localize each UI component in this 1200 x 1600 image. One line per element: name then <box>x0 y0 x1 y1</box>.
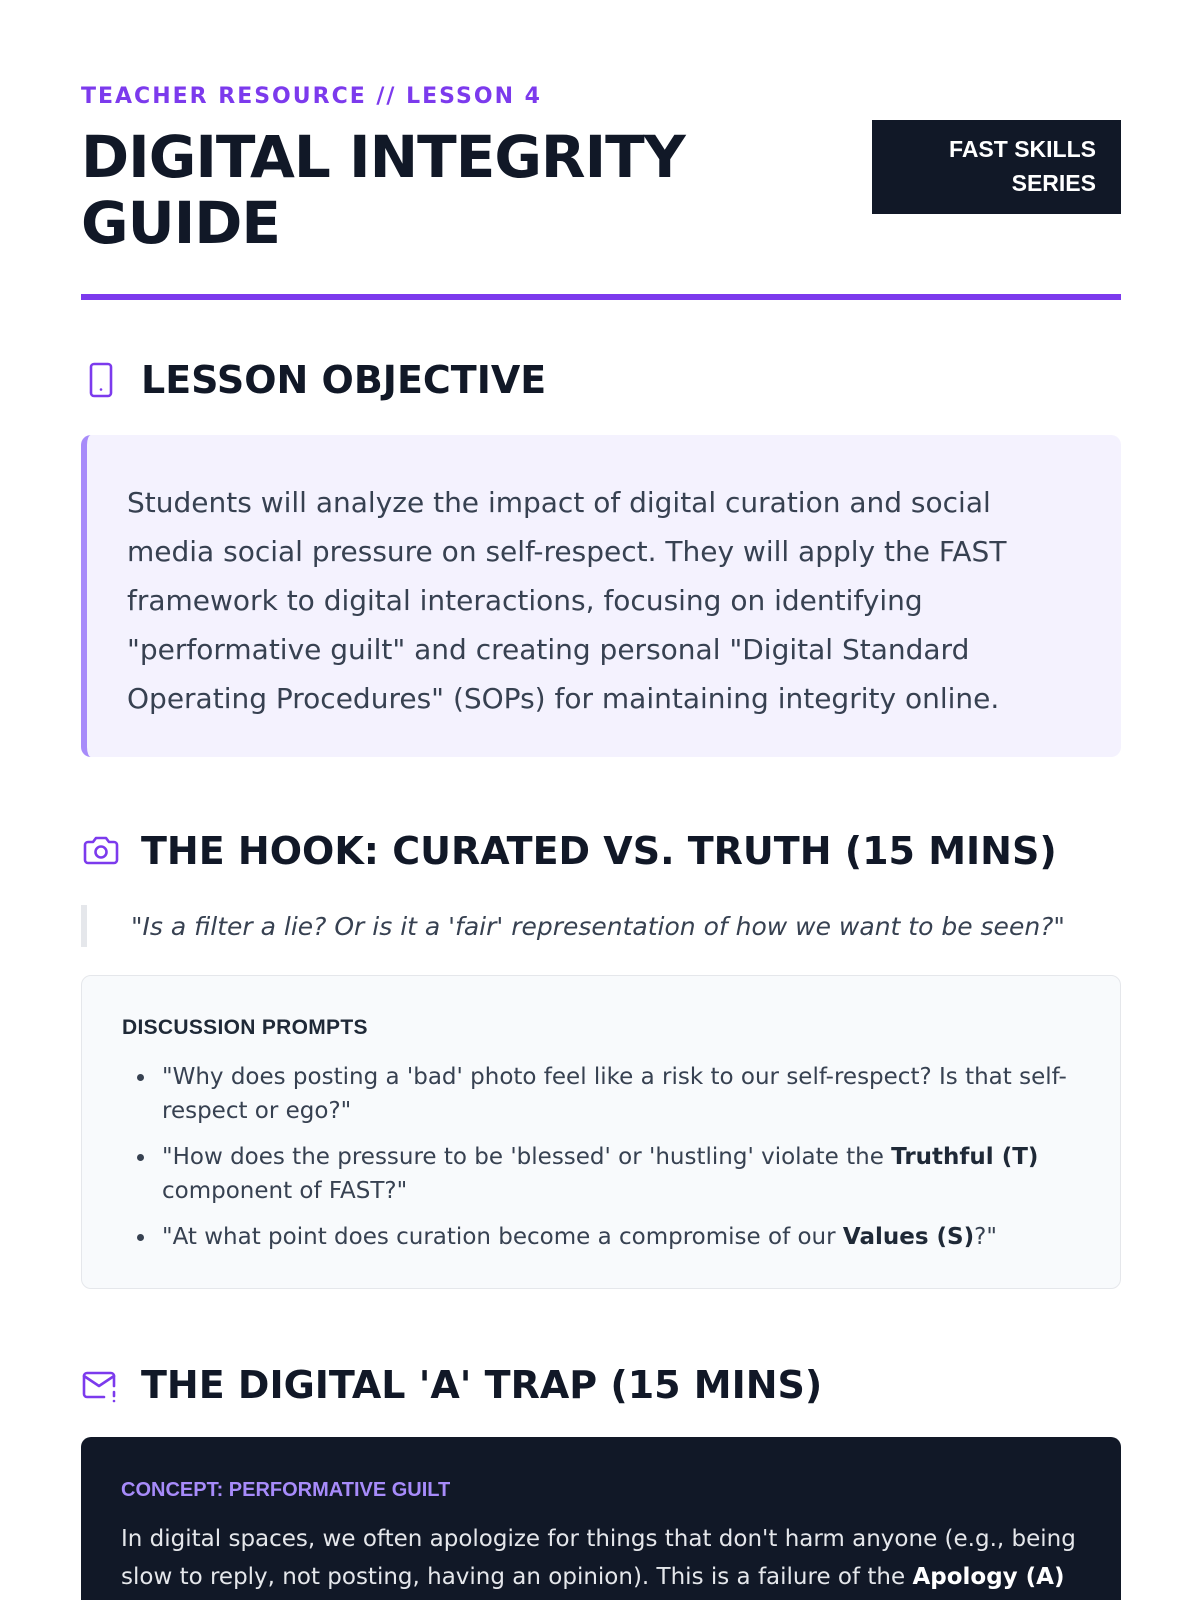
discussion-prompts-card <box>81 975 1121 1289</box>
trap-heading <box>81 1361 822 1409</box>
mail-alert-icon <box>81 1365 121 1405</box>
tablet-icon <box>81 360 121 400</box>
trap-heading-text: THE DIGITAL 'A' TRAP (15 MINS) <box>141 1363 823 1407</box>
objective-heading-text: LESSON OBJECTIVE <box>141 358 547 402</box>
list-item: "How does the pressure to be 'blessed' or 'hustling' violate the Truthful (T) component of FAST?" <box>122 1140 1080 1208</box>
concept-card <box>81 1437 1121 1600</box>
discussion-prompts-list <box>122 1060 1080 1254</box>
series-badge <box>872 120 1121 214</box>
hook-quote-text: "Is a filter a lie? Or is it a 'fair' representation of how we want to be seen?" <box>131 911 1065 941</box>
hook-heading-text: THE HOOK: CURATED VS. TRUTH (15 MINS) <box>141 829 1057 873</box>
series-badge-line2: SERIES <box>1011 170 1096 196</box>
list-item: "Why does posting a 'bad' photo feel like a risk to our self-respect? Is that self-respect or ego?" <box>122 1060 1080 1128</box>
list-item: "At what point does curation become a compromise of our Values (S)?" <box>122 1220 1080 1254</box>
series-badge-line1: FAST SKILLS <box>949 136 1096 162</box>
hook-heading <box>81 827 1057 875</box>
discussion-prompts-title: DISCUSSION PROMPTS <box>122 1016 368 1039</box>
objective-callout <box>81 435 1121 757</box>
eyebrow-label: TEACHER RESOURCE // LESSON 4 <box>81 84 542 109</box>
concept-label: CONCEPT: PERFORMATIVE GUILT <box>121 1479 451 1501</box>
header-divider <box>81 294 1121 300</box>
hook-quote <box>81 905 1121 947</box>
concept-text: In digital spaces, we often apologize for things that don't harm anyone (e.g., being slow to reply, not posting, having an opinion). This is a failure of the Apology (A) <box>121 1526 1076 1590</box>
page-title: DIGITAL INTEGRITY GUIDE <box>81 123 685 257</box>
camera-icon <box>81 831 121 871</box>
objective-text: Students will analyze the impact of digital curation and social media social pressure on self-respect. They will apply the FAST framework to digital interactions, focusing on identifying "performative guilt" and creating personal "Digital Standard Operating Procedures" (SOPs) for maintaining integrity online. <box>127 486 1007 715</box>
objective-heading <box>81 356 546 404</box>
